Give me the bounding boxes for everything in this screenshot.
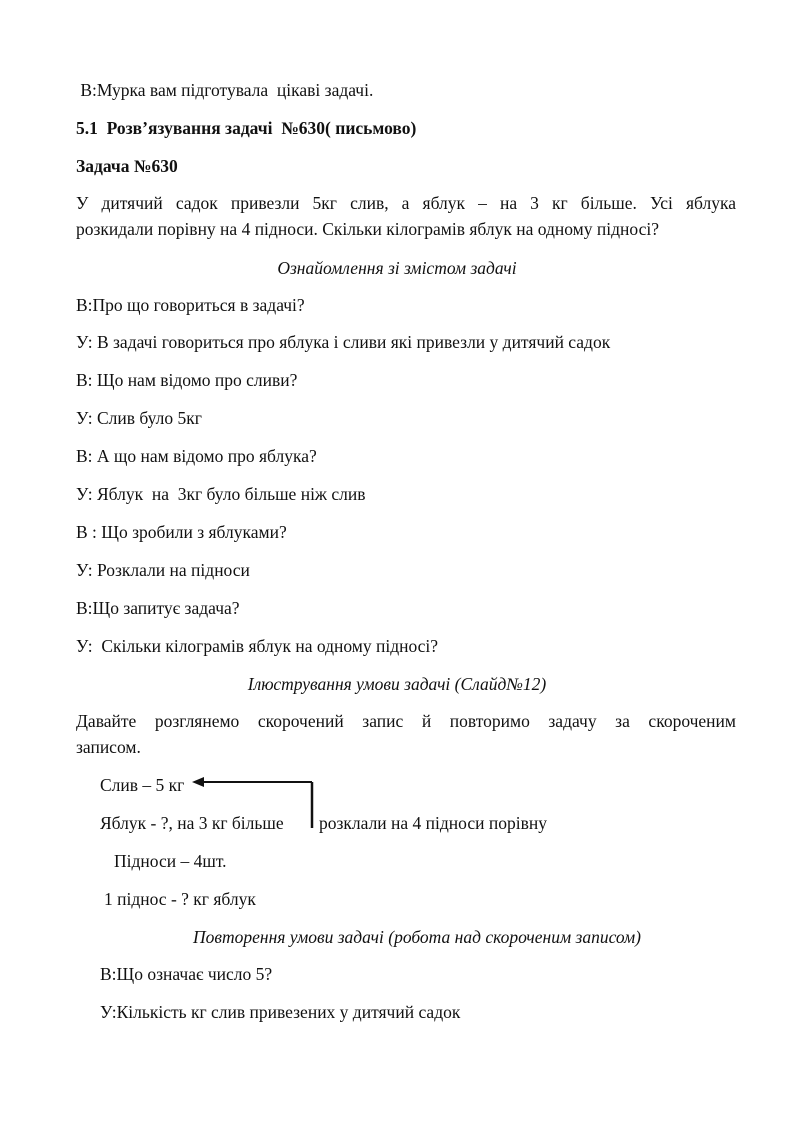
subheading-intro: Ознайомлення зі змістом задачі <box>277 258 517 278</box>
short-record-one-tray: 1 піднос - ? кг яблук <box>104 889 256 909</box>
task-text-line2: розкидали порівну на 4 підноси. Скільки кілограмів яблук на одному підносі? <box>76 219 659 239</box>
subheading-repeat: Повторення умови задачі (робота над скороченим записом) <box>193 927 641 947</box>
short-record-apples: Яблук - ?, на 3 кг більше <box>100 813 284 833</box>
short-record-trays: Підноси – 4шт. <box>114 851 227 871</box>
question-2: В: Що нам відомо про сливи? <box>76 370 298 390</box>
question-6: В:Що означає число 5? <box>100 964 273 984</box>
answer-4: У: Розклали на підноси <box>76 560 250 580</box>
section-heading: 5.1 Розв’язування задачі №630( письмово) <box>76 118 417 138</box>
instruction-line2: записом. <box>76 737 141 757</box>
task-text-line1: У дитячий садок привезли 5кг слив, а яблук – на 3 кг більше. Усі яблука <box>76 193 736 213</box>
question-3: В: А що нам відомо про яблука? <box>76 446 317 466</box>
question-4: В : Що зробили з яблуками? <box>76 522 287 542</box>
question-5: В:Що запитує задача? <box>76 598 240 618</box>
answer-5: У: Скільки кілограмів яблук на одному підносі? <box>76 636 439 656</box>
answer-6: У:Кількість кг слив привезених у дитячий садок <box>100 1002 461 1022</box>
subheading-illustration: Ілюстрування умови задачі (Слайд№12) <box>247 674 547 694</box>
question-1: В:Про що говориться в задачі? <box>76 295 305 315</box>
task-heading: Задача №630 <box>76 156 178 176</box>
answer-3: У: Яблук на 3кг було більше ніж слив <box>76 484 366 504</box>
short-record-plums: Слив – 5 кг <box>100 775 185 795</box>
instruction-line1: Давайте розглянемо скорочений запис й повторимо задачу за скороченим <box>76 711 736 731</box>
answer-2: У: Слив було 5кг <box>76 408 202 428</box>
short-record-distributed: розклали на 4 підноси порівну <box>319 813 547 833</box>
answer-1: У: В задачі говориться про яблука і сливи які привезли у дитячий садок <box>76 332 611 352</box>
intro-line: В:Мурка вам підготувала цікаві задачі. <box>76 80 374 100</box>
